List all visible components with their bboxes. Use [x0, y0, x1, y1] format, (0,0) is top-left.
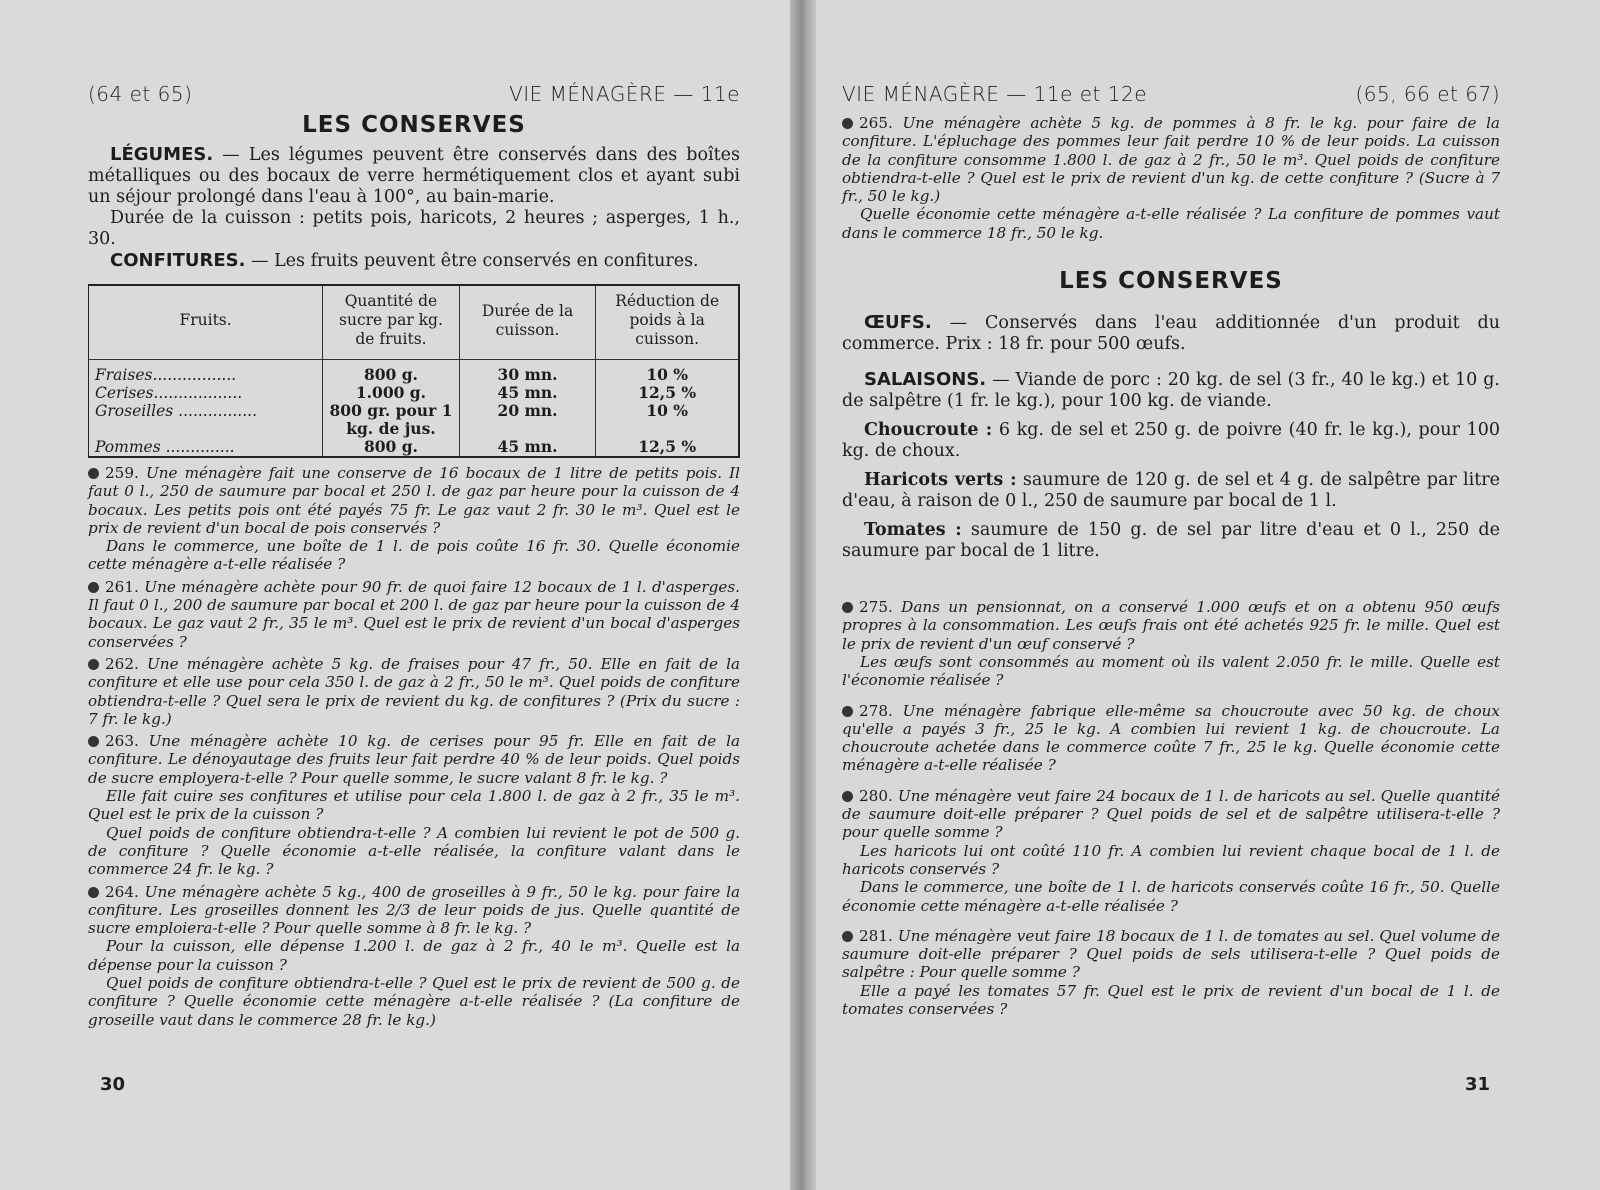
choucroute-keyword: Choucroute :	[864, 420, 993, 441]
header-left: (64 et 65)	[88, 82, 193, 106]
table-cell: 800 g.	[323, 360, 460, 385]
table-cell: 45 mn.	[459, 384, 596, 402]
exercise-number: 262.	[105, 654, 139, 673]
table-cell: Pommes ..............	[95, 438, 235, 456]
exercise-text: Une ménagère achète 5 kg. de fraises pour 47 fr., 50. Elle en fait de la confiture et elle use pour cela 350 l. de gaz à 2 fr., 50 le m³. Quel poids de confiture obtiendra-t-elle ? Quel sera le prix de revient du kg. de confitures ? (Prix du sucre : 7 fr. le kg.)	[88, 654, 740, 728]
exercise-275	[842, 598, 1500, 689]
exercise-263	[88, 732, 740, 878]
table-cell: 12,5 %	[596, 384, 739, 402]
tomates-keyword: Tomates :	[864, 520, 962, 541]
exercise-number: 281.	[859, 926, 893, 945]
legumes-paragraph	[88, 144, 740, 208]
bullet-icon	[88, 887, 99, 898]
exercise-278	[842, 702, 1500, 775]
exercise-continuation: Dans le commerce, une boîte de 1 l. de pois coûte 16 fr. 30. Quelle économie cette ménagère a-t-elle réalisée ?	[88, 537, 740, 574]
exercise-text: Une ménagère fabrique elle-même sa choucroute avec 50 kg. de choux qu'elle a payés 3 fr., 25 le kg. A combien lui revient 1 kg. de choucroute. La choucroute achetée dans le commerce coûte 7 fr., 25 le kg. Quelle économie cette ménagère a-t-elle réalisée ?	[842, 701, 1501, 775]
table-cell: 10 %	[596, 360, 739, 385]
oeufs-paragraph	[842, 312, 1500, 355]
haricots-text: saumure de 120 g. de sel et 4 g. de salpêtre par litre d'eau, à raison de 0 l., 250 de saumure par bocal de 1 l.	[842, 470, 1500, 512]
fruits-table	[88, 284, 740, 458]
exercise-text: Une ménagère achète 5 kg. de pommes à 8 fr. le kg. pour faire de la confiture. L'épluchage des pommes leur fait perdre 10 % de leur poids. La cuisson de la confiture consomme 1.800 l. de gaz à 2 fr., 50 le m³. Quel poids de confiture obtiendra-t-elle ? Quel est le prix de revient d'un kg. de cette confiture ? (Sucre à 7 fr., 50 le kg.)	[842, 114, 1500, 206]
exercise-continuation: Pour la cuisson, elle dépense 1.200 l. de gaz à 2 fr., 40 le m³. Quelle est la dépense pour la cuisson ?	[88, 937, 740, 974]
table-row	[89, 402, 740, 438]
page-title: LES CONSERVES	[1059, 268, 1283, 295]
exercise-text: Une ménagère fait une conserve de 16 bocaux de 1 litre de petits pois. Il faut 0 l., 250 de saumure par bocal et 250 l. de gaz par heure pour la cuisson de 4 bocaux. Les petits pois ont été payés 75 fr. Le gaz vaut 2 fr. 30 le m³. Quel est le prix de revient d'un bocal de pois conservés ?	[88, 464, 741, 537]
exercise-list	[88, 464, 740, 1029]
running-header	[842, 82, 1500, 106]
duree-paragraph: Durée de la cuisson : petits pois, haricots, 2 heures ; asperges, 1 h., 30.	[88, 208, 740, 249]
salaisons-keyword: SALAISONS.	[864, 369, 987, 391]
exercise-continuation: Les œufs sont consommés au moment où ils valent 2.050 fr. le mille. Quelle est l'économie réalisée ?	[842, 652, 1500, 690]
book-gutter	[790, 0, 816, 1190]
exercise-text: Une ménagère veut faire 24 bocaux de 1 l. de haricots au sel. Quelle quantité de saumure doit-elle préparer ? Quel poids de sel et de salpêtre utilisera-t-elle ? pour quelle somme ?	[842, 786, 1501, 842]
header-right: VIE MÉNAGÈRE — 11e	[509, 82, 740, 106]
table-cell: 20 mn.	[459, 402, 596, 438]
page-title: LES CONSERVES	[302, 112, 526, 138]
tomates-paragraph	[842, 520, 1500, 562]
exercise-continuation: Elle a payé les tomates 57 fr. Quel est le prix de revient d'un bocal de 1 l. de tomates conservées ?	[842, 981, 1500, 1019]
exercise-continuation: Quel poids de confiture obtiendra-t-elle ? Quel est le prix de revient de 500 g. de confiture ? Quelle économie cette ménagère a-t-elle réalisée ? (La confiture de groseille vaut dans le commerce 28 fr. le kg.)	[88, 974, 740, 1029]
exercise-261	[88, 578, 740, 651]
table-header: Quantité de sucre par kg. de fruits.	[323, 285, 460, 360]
header-right: (65, 66 et 67)	[1355, 82, 1500, 106]
bullet-icon	[842, 602, 853, 613]
page-number: 31	[1464, 1074, 1490, 1095]
table-header: Fruits.	[89, 285, 323, 360]
bullet-icon	[88, 736, 99, 747]
exercise-continuation: Quelle économie cette ménagère a-t-elle réalisée ? La confiture de pommes vaut dans le commerce 18 fr., 50 le kg.	[842, 205, 1500, 242]
bullet-icon	[842, 118, 853, 129]
confitures-paragraph	[88, 250, 740, 272]
running-header	[88, 82, 740, 106]
salaisons-paragraph	[842, 369, 1500, 412]
exercise-text: Une ménagère achète 10 kg. de cerises pour 95 fr. Elle en fait de la confiture. Le dénoyautage des fruits leur fait perdre 40 % de leur poids. Quel poids de sucre employera-t-elle ? Pour quelle somme, le sucre valant 8 fr. le kg. ?	[88, 732, 740, 787]
exercise-text: Une ménagère achète pour 90 fr. de quoi faire 12 bocaux de 1 l. d'asperges. Il faut 0 l., 200 de saumure par bocal et 200 l. de gaz par heure pour la cuisson de 4 bocaux. Le gaz vaut 2 fr., 35 le m³. Quel est le prix de revient d'un bocal d'asperges conservées ?	[88, 577, 740, 651]
exercise-text: Une ménagère veut faire 18 bocaux de 1 l. de tomates au sel. Quel volume de saumure doit-elle préparer ? Quel poids de sels utilisera-t-elle ? Quel poids de salpêtre : Pour quelle somme ?	[842, 926, 1501, 982]
table-cell: 12,5 %	[596, 438, 739, 457]
left-page	[0, 0, 790, 1190]
table-row	[89, 438, 740, 457]
exercise-number: 259.	[105, 464, 139, 482]
bullet-icon	[88, 659, 99, 670]
table-cell: Cerises..................	[95, 384, 243, 402]
choucroute-paragraph	[842, 420, 1500, 462]
confitures-text: — Les fruits peuvent être conservés en confitures.	[251, 251, 699, 271]
exercise-number: 278.	[859, 701, 893, 720]
exercise-281	[842, 927, 1500, 1018]
exercise-number: 261.	[105, 577, 139, 596]
confitures-keyword: CONFITURES.	[110, 250, 246, 271]
exercise-continuation: Quel poids de confiture obtiendra-t-elle ? A combien lui revient le pot de 500 g. de confiture ? Quelle économie a-t-elle réalisée, la confiture valant dans le commerce 24 fr. le kg. ?	[88, 823, 740, 879]
exercise-280	[842, 787, 1500, 915]
exercise-list	[842, 598, 1500, 1018]
exercise-number: 263.	[105, 732, 139, 751]
exercise-262	[88, 655, 740, 728]
table-cell: 10 %	[596, 402, 739, 438]
table-cell: 800 gr. pour 1 kg. de jus.	[323, 402, 460, 438]
table-cell: 30 mn.	[459, 360, 596, 385]
exercise-264	[88, 883, 740, 1029]
exercise-continuation: Dans le commerce, une boîte de 1 l. de haricots conservés coûte 16 fr., 50. Quelle économie cette ménagère a-t-elle réalisée ?	[842, 878, 1500, 915]
exercise-continuation: Elle fait cuire ses confitures et utilise pour cela 1.800 l. de gaz à 2 fr., 35 le m³. Quel est le prix de la cuisson ?	[88, 787, 740, 824]
table-header: Réduction de poids à la cuisson.	[596, 285, 739, 360]
table-cell: 45 mn.	[459, 438, 596, 457]
table-cell: Groseilles ................	[95, 402, 258, 420]
choucroute-text: 6 kg. de sel et 250 g. de poivre (40 fr. le kg.), pour 100 kg. de choux.	[842, 420, 1500, 462]
exercise-259	[88, 464, 740, 574]
bullet-icon	[842, 706, 853, 717]
bullet-icon	[842, 931, 853, 942]
exercise-number: 265.	[859, 114, 893, 132]
table-cell: 1.000 g.	[323, 384, 460, 402]
exercise-265	[842, 114, 1500, 242]
page-number: 30	[100, 1074, 126, 1095]
haricots-keyword: Haricots verts :	[864, 470, 1017, 491]
oeufs-keyword: ŒUFS.	[864, 312, 932, 334]
table-row	[89, 384, 740, 402]
header-left: VIE MÉNAGÈRE — 11e et 12e	[842, 82, 1148, 106]
tomates-text: saumure de 150 g. de sel par litre d'eau et 0 l., 250 de saumure par bocal de 1 litre.	[842, 520, 1500, 562]
exercise-text: Dans un pensionnat, on a conservé 1.000 œufs et on a obtenu 950 œufs propres à la consommation. Les œufs frais ont été achetés 925 fr. le mille. Quel est le prix de revient d'un œuf conservé ?	[842, 598, 1501, 653]
exercise-text: Une ménagère achète 5 kg., 400 de groseilles à 9 fr., 50 le kg. pour faire la confiture. Les groseilles donnent les 2/3 de leur poids de jus. Quelle quantité de sucre emploiera-t-elle ? Pour quelle somme à 8 fr. le kg. ?	[88, 882, 740, 938]
table-row	[89, 360, 740, 385]
legumes-text: — Les légumes peuvent être conservés dans des boîtes métalliques ou des bocaux de verre hermétiquement clos et ayant subi un séjour prolongé dans l'eau à 100°, au bain-marie.	[88, 145, 740, 207]
bullet-icon	[88, 582, 99, 593]
exercise-number: 275.	[859, 598, 893, 617]
bullet-icon	[842, 791, 853, 802]
right-page	[816, 0, 1600, 1190]
exercise-number: 280.	[859, 786, 893, 805]
exercise-continuation: Les haricots lui ont coûté 110 fr. A combien lui revient chaque bocal de 1 l. de haricots conservés ?	[842, 841, 1500, 878]
table-header: Durée de la cuisson.	[459, 285, 596, 360]
oeufs-text: — Conservés dans l'eau additionnée d'un produit du commerce. Prix : 18 fr. pour 500 œufs.	[842, 313, 1500, 355]
bullet-icon	[88, 468, 99, 479]
table-cell: Fraises.................	[95, 366, 237, 384]
haricots-paragraph	[842, 470, 1500, 512]
table-cell: 800 g.	[323, 438, 460, 457]
legumes-keyword: LÉGUMES.	[110, 144, 214, 165]
exercise-number: 264.	[105, 882, 139, 901]
salaisons-text: — Viande de porc : 20 kg. de sel (3 fr., 40 le kg.) et 10 g. de salpêtre (1 fr. le kg.), pour 100 kg. de viande.	[842, 370, 1500, 412]
